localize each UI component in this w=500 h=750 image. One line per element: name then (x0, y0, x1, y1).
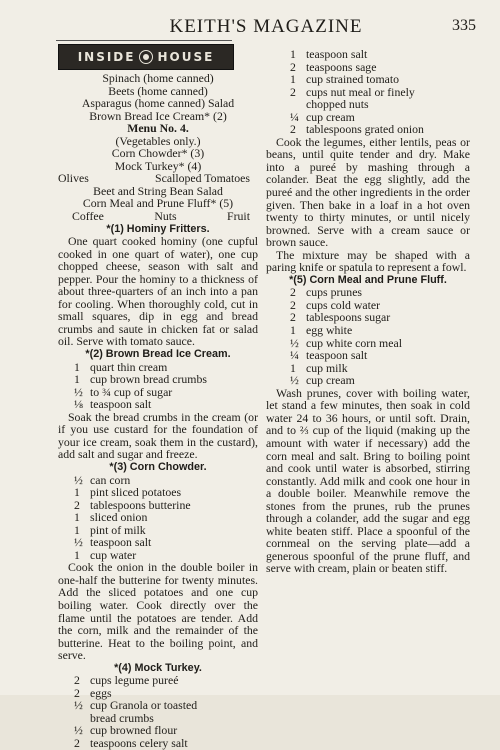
ingredient-text: teaspoon salt (90, 535, 152, 550)
ingredient-quantity: 2 (74, 685, 80, 700)
ingredient-text: bread crumbs (90, 710, 154, 725)
ingredient-text: tablespoons grated onion (306, 122, 424, 137)
ingredient-quantity: 1 (74, 547, 80, 562)
right-column (266, 48, 470, 575)
ingredient-quantity (290, 98, 306, 111)
ingredient-quantity: 2 (290, 84, 296, 99)
ingredient-text: egg white (306, 323, 353, 338)
ingredient-quantity: ½ (74, 472, 83, 487)
menu-item: Brown Bread Ice Cream* (2) (89, 108, 227, 123)
ingredient-text: tablespoons butterine (90, 497, 191, 512)
ingredient-row (74, 486, 258, 499)
recipe-title: *(1) Hominy Fritters. (106, 222, 210, 235)
menu-item: Mock Turkey* (4) (114, 158, 202, 173)
ingredient-row (290, 123, 470, 136)
ingredient-text: cups prunes (306, 285, 363, 300)
ingredient-row (74, 536, 258, 549)
menu-item: Asparagus (home canned) Salad (81, 96, 235, 111)
ingredient-quantity: 2 (290, 285, 296, 300)
ingredient-quantity: 1 (290, 323, 296, 338)
ingredient-text: teaspoon salt (90, 397, 152, 412)
inside-house-banner (58, 44, 234, 70)
ingredient-row (290, 324, 470, 337)
menu-item: Spinach (home canned) (102, 71, 214, 85)
ingredient-list (58, 361, 258, 411)
ingredient-quantity: 1 (74, 510, 80, 525)
ingredient-quantity: 2 (74, 673, 80, 688)
ingredient-row (74, 737, 258, 750)
recipe-text: Cook the legumes, either lentils, peas or beans, until quite tender and dry. Make into a pureé by mashing through a colander. Beat the egg slightly, add the pureé and the other ingredients in the order given. Then bake in a loaf in a hot oven twenty to thirty minutes, or until nicely browned. Serve with a cream sauce or brown sauce. (266, 134, 470, 250)
ingredient-quantity: 2 (290, 310, 296, 325)
ingredient-text: to ¾ cup of sugar (90, 384, 173, 399)
ingredient-row (290, 98, 470, 111)
ingredient-text: eggs (90, 685, 112, 700)
menu-heading: Menu No. 4. (127, 121, 189, 136)
ingredient-quantity: ½ (74, 698, 83, 713)
ingredient-text: teaspoon salt (306, 47, 368, 61)
menu-item: Fruit (227, 209, 250, 224)
ingredient-text: cups cold water (306, 297, 381, 312)
ingredient-text: quart thin cream (90, 359, 168, 374)
ingredient-row (290, 374, 470, 387)
ingredient-text: tablespoons sugar (306, 310, 391, 325)
menu-item: Nuts (154, 209, 177, 224)
recipe-text: One quart cooked hominy (one cupful cooked in one quart of water), one cup chopped cheese, season with salt and pepper. Pour the hominy to a thickness of about three-quarters of an inch into a pan for cooling. When thoroughly cold, cut in small squares, dip in egg and bread crumbs and saute in chicken fat or salad oil. Serve with tomato sauce. (58, 234, 258, 349)
ingredient-text: cup brown bread crumbs (90, 372, 207, 387)
ingredient-quantity: ½ (290, 373, 299, 388)
ingredient-quantity: 2 (74, 735, 80, 750)
ingredient-quantity: ½ (74, 384, 83, 399)
menu-item: Beets (home canned) (108, 83, 208, 98)
menu-item: (Vegetables only.) (115, 133, 201, 148)
ingredient-row (74, 724, 258, 737)
menu-item: Corn Meal and Prune Fluff* (5) (82, 196, 234, 211)
ingredient-quantity: 1 (290, 72, 296, 87)
header-rule (56, 40, 232, 41)
ingredient-row (74, 511, 258, 524)
page-number: 335 (452, 17, 476, 34)
recipe-text: Wash prunes, cover with boiling water, let stand a few minutes, then soak in cold water 24 to 36 hours, or until soft. Drain, and to ⅔ cup of the liquid (making up the amount with water if necessary) add the corn meal and salt. Bring to boiling point and cook until water is absorbed, stirring constantly. Add milk and cook one hour in a double boiler. Meanwhile remove the stones from the prunes, rub the prunes through a colander, add the sugar and egg white beaten stiff. Place a spoonful of the cornmeal on the serving plate—add a generous spoonful of the prune fluff, and serve with cream, plain or beaten stiff. (266, 385, 470, 576)
recipe-title: *(4) Mock Turkey. (114, 661, 202, 674)
recipe-text: Soak the bread crumbs in the cream (or if you use custard for the foundation of your ice cream, soak them in the custard), add salt and sugar and freeze. (58, 409, 258, 462)
ingredient-list (58, 674, 258, 749)
ingredient-row (290, 349, 470, 362)
ingredient-quantity: 1 (290, 47, 296, 61)
ingredient-text: cup water (90, 547, 137, 562)
ingredient-row (74, 699, 258, 712)
recipe-title: *(2) Brown Bread Ice Cream. (85, 348, 231, 361)
ingredient-text: teaspoons sage (306, 59, 377, 74)
ingredient-quantity: 1 (74, 359, 80, 374)
banner-text-right: HOUSE (157, 50, 215, 64)
ingredient-quantity: ½ (74, 535, 83, 550)
ingredient-text: cup white corn meal (306, 335, 402, 350)
ingredient-row (74, 373, 258, 386)
ingredient-quantity: 2 (290, 122, 296, 137)
menu-item: Scalloped Tomatoes (155, 171, 250, 186)
menu-item: Corn Chowder* (3) (111, 146, 205, 161)
recipe-text: The mixture may be shaped with a paring knife or spatula to represent a fowl. (266, 247, 470, 275)
ingredient-quantity: 1 (74, 522, 80, 537)
ingredient-text: cups nut meal or finely (306, 84, 415, 99)
ingredient-list (58, 474, 258, 562)
recipe-title: *(3) Corn Chowder. (109, 460, 207, 473)
ingredient-quantity: 2 (290, 297, 296, 312)
ingredient-quantity: 1 (74, 372, 80, 387)
ingredient-quantity: 1 (290, 360, 296, 375)
ingredient-quantity: 1 (74, 485, 80, 500)
ingredient-row (74, 687, 258, 700)
ingredient-text: cup milk (306, 360, 348, 375)
menu-row (58, 210, 258, 223)
ingredient-quantity: ½ (74, 723, 83, 738)
menu-item: Olives (58, 171, 89, 186)
ingredient-text: cup browned flour (90, 723, 178, 738)
ingredient-text: can corn (90, 472, 131, 487)
ingredient-quantity: 2 (74, 497, 80, 512)
ingredient-row (290, 73, 470, 86)
ingredient-quantity: ¼ (290, 348, 299, 363)
ingredient-text: cups legume pureé (90, 673, 179, 688)
ingredient-text: cup strained tomato (306, 72, 400, 87)
ingredient-text: chopped nuts (306, 97, 369, 112)
recipe-title: *(5) Corn Meal and Prune Fluff. (289, 273, 447, 286)
ingredient-quantity: 2 (290, 59, 296, 74)
magazine-title: KEITH'S MAGAZINE (169, 16, 363, 37)
ingredient-quantity (74, 712, 90, 725)
ingredient-quantity: ½ (290, 335, 299, 350)
menu-item: Coffee (72, 209, 104, 224)
ingredient-row (74, 398, 258, 411)
ingredient-text: sliced onion (90, 510, 148, 525)
ingredient-text: cup cream (306, 373, 355, 388)
ingredient-row (74, 674, 258, 687)
ingredient-text: pint of milk (90, 522, 146, 537)
ingredient-row (290, 48, 470, 61)
ingredient-text: teaspoon salt (306, 348, 368, 363)
page-header (56, 16, 476, 38)
menu-item: Beet and String Bean Salad (93, 183, 223, 198)
ingredient-list (266, 48, 470, 136)
recipe-text: Cook the onion in the double boiler in one-half the butterine for twenty minutes. Add the sliced potatoes and one cup boiling water. Cook directly over the flame until the potatoes are tender. Add the corn, milk and the remainder of the butterine. Heat to the boiling point, and serve. (58, 560, 258, 663)
ingredient-text: teaspoons celery salt (90, 735, 188, 750)
ingredient-text: pint sliced potatoes (90, 485, 182, 500)
ingredient-text: cup Granola or toasted (90, 698, 198, 713)
ingredient-row (74, 712, 258, 725)
ingredient-quantity: ⅛ (74, 397, 83, 412)
ingredient-quantity: ¼ (290, 109, 299, 124)
ingredient-text: cup cream (306, 109, 355, 124)
banner-text-left: INSIDE (77, 50, 136, 64)
left-column (58, 72, 258, 750)
ingredient-list (266, 286, 470, 386)
house-emblem-icon (139, 50, 153, 64)
